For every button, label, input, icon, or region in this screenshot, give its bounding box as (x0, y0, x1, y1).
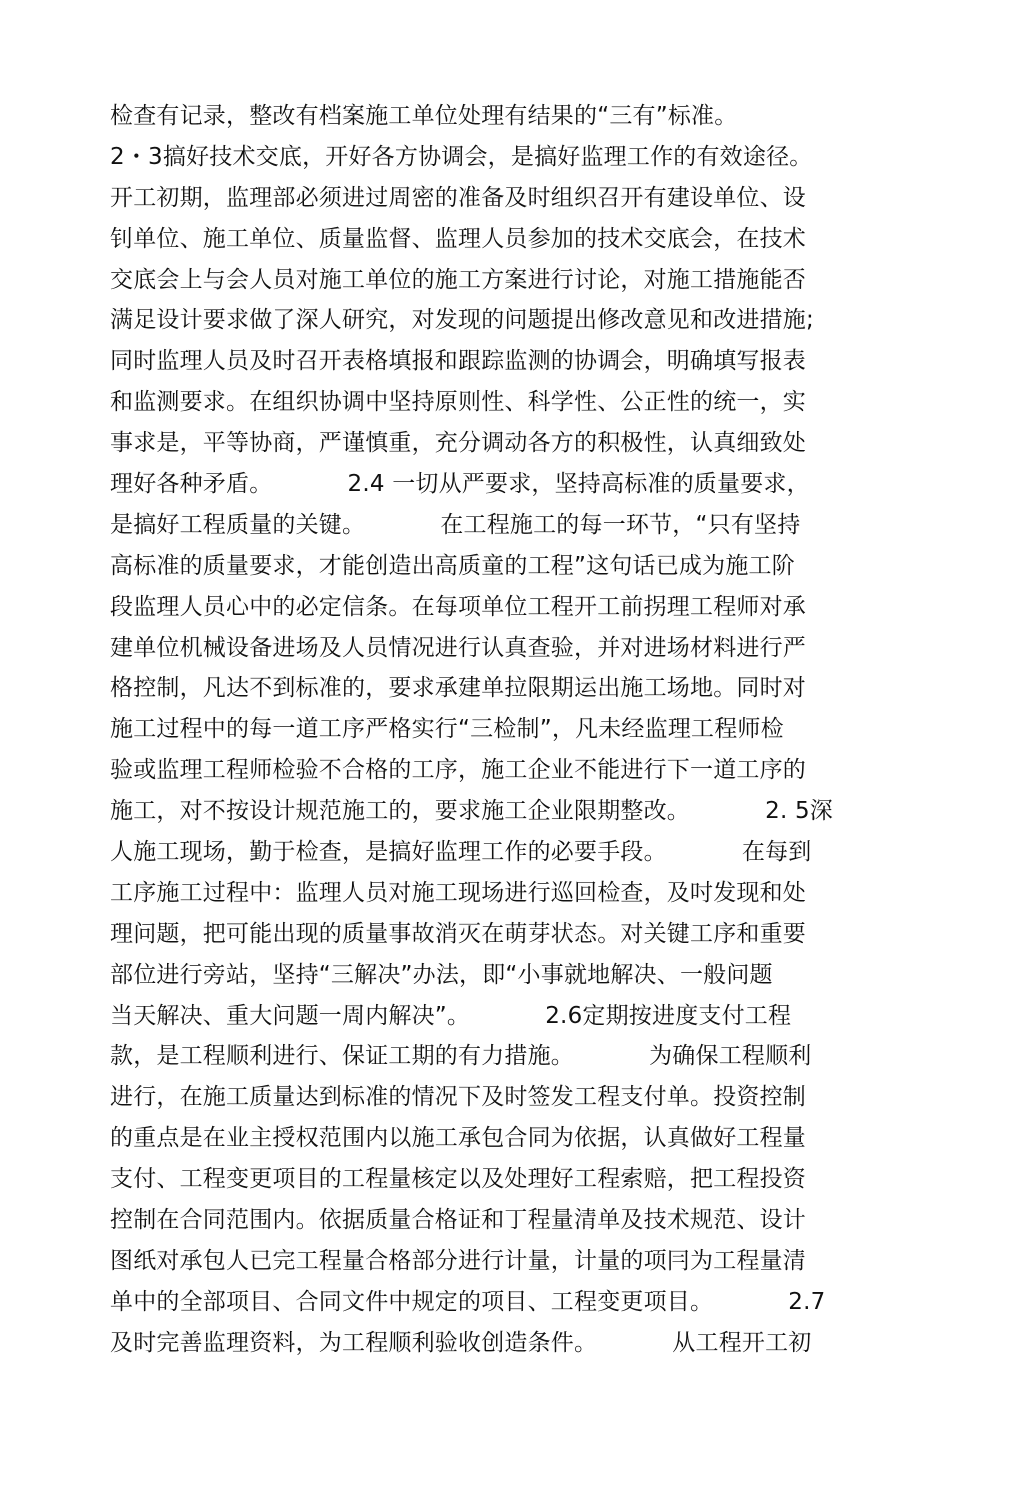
text-line: 支付、工程变更项目的工程量核定以及处理好工程索赔，把工程投资 (110, 1166, 806, 1193)
text-line: 部位进行旁站，坚持“三解决”办法，即“小事就地解决、一般问题 (110, 961, 773, 988)
text-line: 施工，对不按设计规范施工的，要求施工企业限期整改。 2. 5深 (110, 798, 833, 825)
text-line: 钊单位、施工单位、质量监督、监理人员参加的技术交底会，在技术 (110, 225, 806, 252)
text-line: 控制在合同范围内。依据质量合格证和丁程量清单及技术规范、设计 (110, 1207, 806, 1234)
text-line: 人施工现场，勤于检查，是搞好监理工作的必要手段。 在每到 (110, 839, 812, 866)
text-line: 施工过程中的每一道工序严格实行“三检制”，凡未经监理工程师检 (110, 716, 784, 743)
text-line: 图纸对承包人已完工程量合格部分进行计量，计量的项冃为工程量清 (110, 1247, 806, 1274)
text-line: 格控制，凡达不到标准的，要求承建单拉限期运出施工场地。同时对 (110, 675, 806, 702)
text-line: 当天解决、重大问题一周内解决”。 2.6定期按进度支付工程 (110, 1002, 792, 1029)
text-line: 理好各种矛盾。 2.4 一切从严要求，坚持高标准的质量要求， (110, 471, 810, 498)
text-line: 验或监理工程师检验不合格的工序，施工企业不能进行下一道工序的 (110, 757, 806, 784)
text-line: 理问题，把可能出现的质量事故消灭在萌芽状态。对关键工序和重要 (110, 920, 806, 947)
text-line: 高标准的质量要求，才能创造出高质童的工程”这句话已成为施工阶 (110, 552, 795, 579)
text-line: 检查有记录，整改有档案施工单位处理有结果的“三有”标准。 (110, 103, 738, 129)
text-line: 单中的全部项目、合同文件中规定的项目、工程变更项目。 2.7 (110, 1288, 826, 1315)
body-text (110, 96, 910, 1364)
text-line: 款，是工程顺利进行、保证工期的有力措施。 为确保工程顺利 (110, 1043, 812, 1070)
text-line: 事求是，平等协商，严谨慎重，充分调动各方的积极性，认真细致处 (110, 430, 806, 457)
text-line: 是搞好工程质量的关键。 在工程施工的每一环节，“只有坚持 (110, 511, 801, 538)
text-line: 同时监理人员及时召开表格填报和跟踪监测的协调会，明确填写报表 (110, 348, 806, 375)
text-line: 及时完善监理资料，为工程顺利验收创造条件。 从工程开工初 (110, 1329, 812, 1356)
text-line: 段监理人员心中的必定信条。在每项单位工程开工前拐理工程师对承 (110, 593, 806, 620)
text-line: 的重点是在业主授权范围内以施工承包合同为依据，认真做好工程量 (110, 1125, 806, 1152)
text-line: 和监测要求。在组织协调中坚持原则性、科学性、公正性的统一，实 (110, 389, 806, 416)
text-line: 进行，在施工质量达到标准的情况下及时签发工程支付单。投资控制 (110, 1084, 806, 1111)
text-line: 2・3搞好技术交底，开好各方协调会，是搞好监理工作的有效途径。 (110, 143, 813, 170)
text-line: 建单位机械设备进场及人员情况进行认真查验，并对进场材料进行严 (110, 634, 806, 661)
text-line: 工序施工过程中：监理人员对施工现场进行巡回检查，及吋发现和处 (110, 879, 806, 906)
text-line: 开工初期，监理部必须进过周密的准备及时组织召开有建设单位、设 (110, 184, 806, 211)
text-line: 交底会上与会人员对施工单位的施工方案进行讨论，对施工措施能否 (110, 266, 806, 293)
text-line: 满足设计要求做了深人研究，对发现的问题提出修改意见和改进措施; (110, 307, 814, 334)
